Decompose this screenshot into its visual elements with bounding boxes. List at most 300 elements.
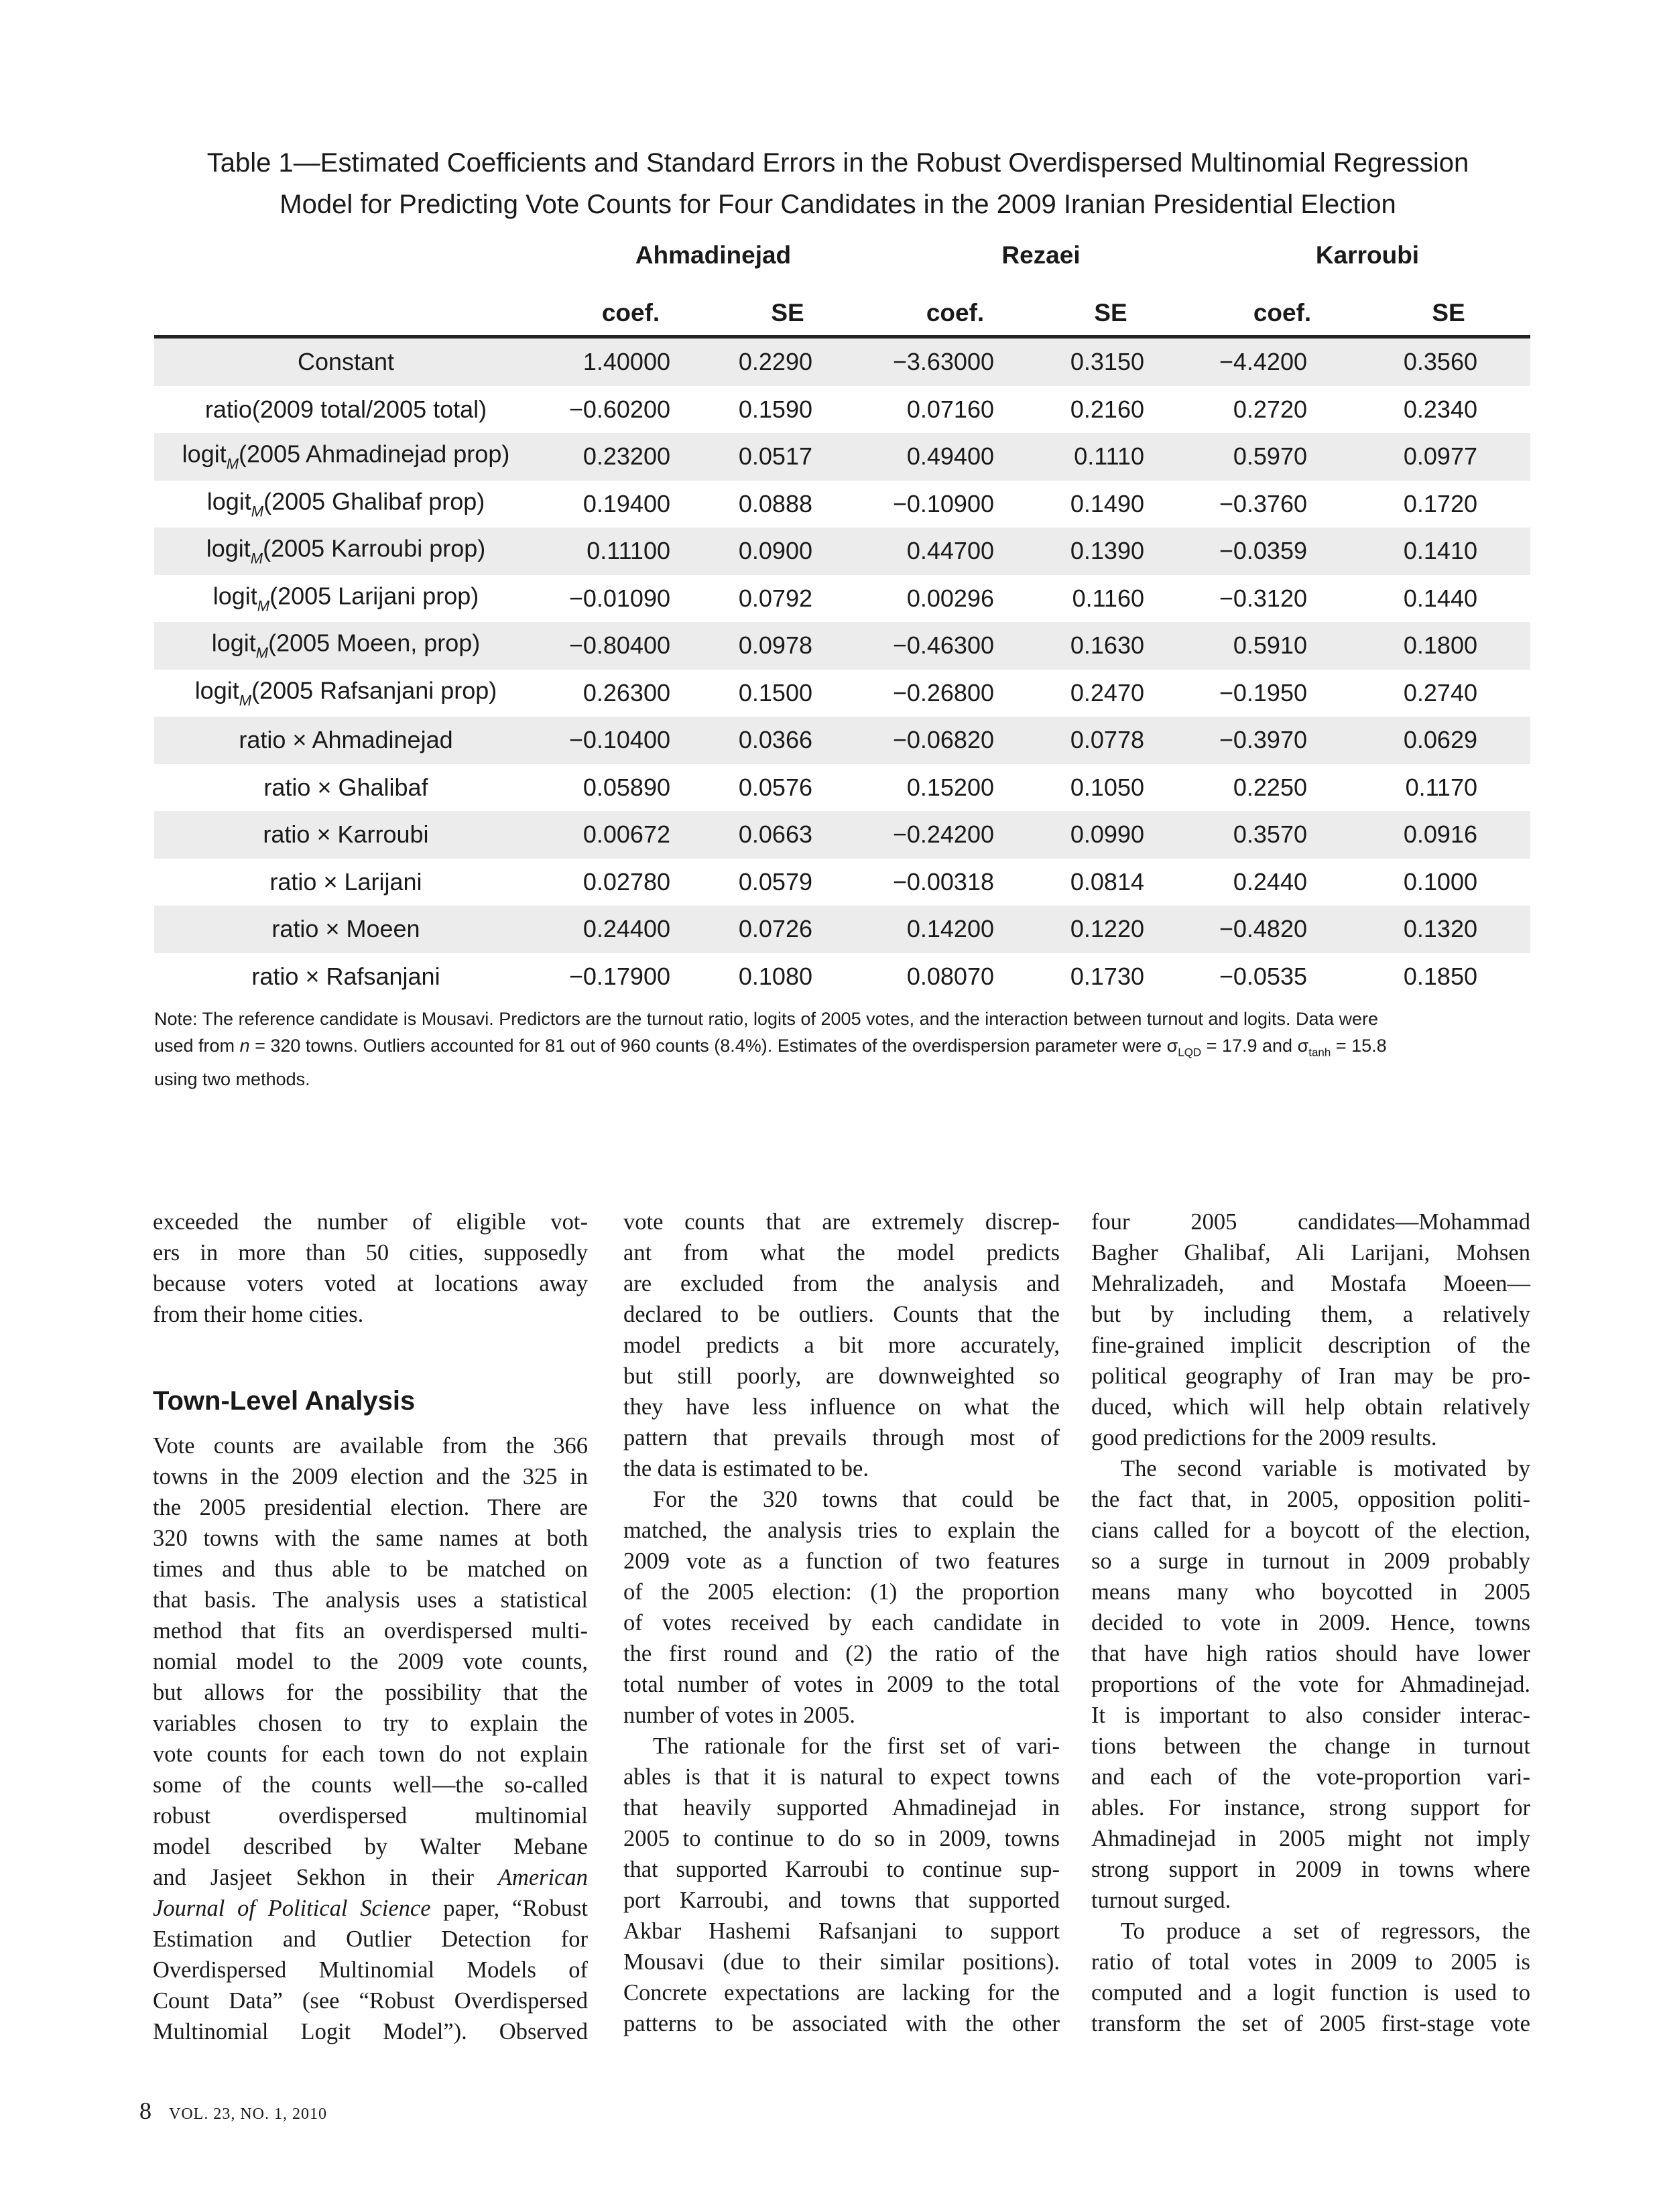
subscript: LQD [1178, 1046, 1202, 1059]
text-segment: The rationale for the first set of vari- [653, 1733, 1060, 1759]
text-line [623, 1422, 1060, 1453]
text-line [153, 1492, 588, 1523]
text-segment: matched, the analysis tries to explain the [623, 1518, 1060, 1543]
text-segment: patterns to be associated with the other [623, 2011, 1060, 2036]
text-line [623, 1885, 1060, 1916]
text-segment: Journal of Political Science [153, 1896, 431, 1921]
text-line [623, 1268, 1060, 1299]
text-segment: = 15.8 [1331, 1036, 1387, 1056]
text-line [623, 1207, 1060, 1237]
text-segment: decided to vote in 2009. Hence, towns [1091, 1610, 1530, 1636]
text-line [153, 1615, 588, 1646]
text-segment: Constant [297, 348, 395, 376]
coef-cell: −0.0535 [1219, 962, 1307, 990]
text-line [1091, 1268, 1530, 1299]
text-line [623, 1792, 1060, 1823]
text-segment: (2005 Moeen, prop) [268, 629, 481, 657]
coef-cell: −0.24200 [892, 820, 994, 849]
coef-cell: −0.80400 [568, 631, 670, 660]
text-segment: port Karroubi, and towns that supported [623, 1888, 1060, 1913]
text-segment: turnout surged. [1091, 1888, 1231, 1913]
text-line [1091, 1607, 1530, 1638]
se-cell: 0.1800 [1403, 631, 1477, 660]
text-segment: duced, which will help obtain relatively [1091, 1394, 1530, 1420]
text-segment: (2005 Ghalibaf prop) [263, 487, 485, 515]
section-heading: Town-Level Analysis [153, 1386, 416, 1416]
note-line [154, 1032, 1535, 1066]
text-line [153, 1739, 588, 1770]
candidate-header-karroubi: Karroubi [1315, 241, 1420, 269]
text-segment: (2005 Ahmadinejad prop) [239, 440, 510, 468]
text-segment: = 17.9 and σ [1201, 1036, 1309, 1056]
candidate-header-rezaei: Rezaei [1001, 241, 1081, 269]
text-segment: transform the set of 2005 first-stage vote [1091, 2011, 1530, 2036]
se-cell: 0.1160 [1072, 584, 1144, 612]
se-cell: 0.1730 [1070, 962, 1144, 990]
coef-cell: −0.1950 [1219, 678, 1307, 706]
text-segment: Note: The reference candidate is Mousavi. Predictors are the turnout ratio, logits of 2005 votes, and the interaction between turnout and logits. Data were [154, 1009, 1379, 1029]
text-segment: ables is that it is natural to expect towns [623, 1764, 1060, 1790]
se-cell: 0.0629 [1403, 726, 1477, 754]
se-cell: 0.1390 [1070, 537, 1144, 565]
subscript: M [239, 692, 252, 709]
text-segment: and each of the vote-proportion vari- [1091, 1764, 1530, 1790]
text-segment: model predicts a bit more accurately, [623, 1333, 1060, 1358]
text-line [1091, 1762, 1530, 1792]
text-segment: towns in the 2009 election and the 325 in [153, 1464, 588, 1489]
text-segment: Overdispersed Multinomial Models of [153, 1957, 588, 1983]
subscript: tanh [1308, 1046, 1331, 1059]
table-row [154, 386, 1530, 434]
text-line [623, 1237, 1060, 1268]
row-label [154, 963, 538, 991]
row-label [154, 915, 538, 943]
subscript: M [255, 644, 269, 662]
note-line [154, 1066, 1535, 1093]
se-cell: 0.1440 [1403, 584, 1477, 612]
text-segment: vote counts for each town do not explain [153, 1741, 588, 1767]
text-segment: the 2005 presidential election. There are [153, 1495, 588, 1520]
coef-cell: 0.44700 [906, 537, 994, 565]
text-segment: American [497, 1865, 588, 1890]
text-segment: political geography of Iran may be pro- [1091, 1363, 1530, 1389]
row-label [154, 774, 538, 802]
text-line [153, 1299, 588, 1330]
se-cell: 0.1110 [1074, 442, 1144, 471]
se-cell: 0.2340 [1403, 395, 1477, 423]
coef-cell: 0.49400 [906, 442, 994, 471]
text-segment: good predictions for the 2009 results. [1091, 1425, 1437, 1451]
text-segment: they have less influence on what the [623, 1394, 1060, 1420]
text-line [1091, 2008, 1530, 2039]
text-segment: exceeded the number of eligible vot- [153, 1209, 588, 1235]
se-cell: 0.0778 [1070, 726, 1144, 754]
text-segment: are excluded from the analysis and [623, 1271, 1060, 1296]
text-segment: (2005 Rafsanjani prop) [251, 676, 497, 704]
coef-cell: 0.00672 [582, 820, 670, 849]
text-segment: times and thus able to be matched on [153, 1556, 588, 1582]
table-body [154, 339, 1530, 1000]
text-segment: ratio × Karroubi [263, 820, 429, 849]
text-line [623, 1607, 1060, 1638]
text-segment: because voters voted at locations away [153, 1271, 588, 1296]
text-segment: ratio × Rafsanjani [251, 962, 440, 990]
text-line [623, 1823, 1060, 1854]
text-segment: Mehralizadeh, and Mostafa Moeen— [1091, 1271, 1530, 1296]
row-label [154, 868, 538, 896]
text-segment: To produce a set of regressors, the [1121, 1918, 1530, 1944]
text-line [623, 1916, 1060, 1947]
text-segment: proportions of the vote for Ahmadinejad. [1091, 1672, 1530, 1697]
table-row [154, 670, 1530, 717]
coef-cell: 0.23200 [582, 442, 670, 471]
text-segment: ratio(2009 total/2005 total) [204, 395, 487, 423]
coef-cell: 0.15200 [906, 773, 994, 801]
coef-cell: −0.3120 [1219, 584, 1307, 612]
text-segment: It is important to also consider interac- [1091, 1703, 1530, 1728]
se-cell: 0.1490 [1070, 489, 1144, 517]
text-line [623, 1453, 1060, 1484]
text-segment: means many who boycotted in 2005 [1091, 1579, 1530, 1605]
text-line [1091, 1823, 1530, 1854]
text-line [153, 1585, 588, 1615]
text-line [153, 1893, 588, 1924]
text-segment: For the 320 towns that could be [653, 1487, 1060, 1512]
se-cell: 0.0916 [1403, 820, 1477, 849]
text-segment: total number of votes in 2009 to the total [623, 1672, 1060, 1697]
table-row [154, 953, 1530, 1001]
coef-cell: −0.0359 [1219, 537, 1307, 565]
subscript: M [257, 597, 270, 615]
column-header-se: SE [1094, 299, 1127, 326]
text-segment: (2005 Karroubi prop) [263, 534, 486, 562]
se-cell: 0.0726 [738, 915, 812, 943]
se-cell: 0.0977 [1403, 442, 1477, 471]
coef-cell: 0.3570 [1233, 820, 1307, 849]
text-line [1091, 1885, 1530, 1916]
text-segment: 2005 to continue to do so in 2009, towns [623, 1826, 1060, 1851]
text-segment: (2005 Larijani prop) [269, 582, 479, 610]
paragraph [1091, 1207, 1530, 2039]
coef-cell: −0.46300 [892, 631, 994, 660]
text-line [623, 1947, 1060, 1977]
text-line [1091, 1361, 1530, 1392]
page-number: 8 [139, 2097, 151, 2124]
text-line [153, 1523, 588, 1554]
text-line [153, 1831, 588, 1862]
se-cell: 0.0888 [738, 489, 812, 517]
table-title-line: Model for Predicting Vote Counts for Four Candidates in the 2009 Iranian Presidential Election [280, 190, 1396, 219]
table-row [154, 575, 1530, 623]
text-line [153, 1207, 588, 1237]
row-label [154, 820, 538, 849]
se-cell: 0.0990 [1070, 820, 1144, 849]
se-cell: 0.1850 [1403, 962, 1477, 990]
note-line [154, 1005, 1535, 1032]
se-cell: 0.3560 [1403, 348, 1477, 376]
text-segment: computed and a logit function is used to [1091, 1980, 1530, 2006]
text-segment: from their home cities. [153, 1302, 364, 1327]
text-line [1091, 1731, 1530, 1762]
coef-cell: −0.3970 [1219, 726, 1307, 754]
text-segment: number of votes in 2005. [623, 1703, 855, 1728]
journal-volume: VOL. 23, NO. 1, 2010 [169, 2105, 327, 2123]
text-segment: variables chosen to try to explain the [153, 1711, 588, 1736]
text-segment: model described by Walter Mebane [153, 1834, 588, 1859]
text-segment: ratio × Ghalibaf [263, 773, 428, 801]
row-label [154, 726, 538, 754]
subscript: M [251, 503, 264, 520]
coef-cell: −0.3760 [1219, 489, 1307, 517]
text-segment: that supported Karroubi to continue sup- [623, 1857, 1060, 1882]
text-line [1091, 1854, 1530, 1885]
text-segment: pattern that prevails through most of [623, 1425, 1060, 1451]
text-segment: logit [211, 629, 256, 657]
text-line [153, 1924, 588, 1955]
text-line [1091, 1330, 1530, 1361]
coef-cell: −0.06820 [892, 726, 994, 754]
text-line [1091, 1484, 1530, 1515]
coef-cell: 0.00296 [906, 584, 994, 612]
text-line [153, 1770, 588, 1800]
text-segment: logit [212, 582, 257, 610]
text-segment: the first round and (2) the ratio of the [623, 1641, 1060, 1666]
se-cell: 0.0663 [738, 820, 812, 849]
text-segment: that basis. The analysis uses a statistical [153, 1587, 588, 1613]
text-line [153, 1237, 588, 1268]
table-row [154, 339, 1530, 386]
coef-cell: 0.08070 [906, 962, 994, 990]
column-header-coef: coef. [601, 299, 660, 326]
coef-cell: 0.19400 [582, 489, 670, 517]
paragraph [153, 1430, 588, 2047]
text-segment: ratio × Moeen [271, 915, 420, 943]
text-segment: cians called for a boycott of the election, [1091, 1518, 1530, 1543]
se-cell: 0.2160 [1070, 395, 1144, 423]
text-segment: declared to be outliers. Counts that the [623, 1302, 1060, 1327]
text-line [623, 2008, 1060, 2039]
text-line [153, 1461, 588, 1492]
text-segment: logit [182, 440, 227, 468]
text-line [153, 1708, 588, 1739]
coef-cell: −0.10900 [892, 489, 994, 517]
text-segment: that heavily supported Ahmadinejad in [623, 1795, 1060, 1821]
table-row [154, 811, 1530, 859]
text-segment: using two methods. [154, 1069, 310, 1090]
coef-cell: 1.40000 [582, 348, 670, 376]
text-line [623, 1392, 1060, 1422]
se-cell: 0.0579 [738, 867, 812, 896]
subscript: M [250, 550, 263, 567]
text-line [623, 1299, 1060, 1330]
coef-cell: 0.2250 [1233, 773, 1307, 801]
text-segment: so a surge in turnout in 2009 probably [1091, 1548, 1530, 1574]
coef-cell: −0.01090 [568, 584, 670, 612]
table-row [154, 764, 1530, 812]
text-segment: 2009 vote as a function of two features [623, 1548, 1060, 1574]
text-segment: ratio × Ahmadinejad [239, 726, 453, 754]
row-label [154, 535, 538, 568]
se-cell: 0.0814 [1070, 867, 1144, 896]
se-cell: 0.3150 [1070, 348, 1144, 376]
se-cell: 0.2740 [1403, 678, 1477, 706]
se-cell: 0.1590 [738, 395, 812, 423]
text-segment: ratio × Larijani [269, 867, 422, 896]
text-segment: Count Data” (see “Robust Overdispersed [153, 1988, 588, 2014]
text-segment: some of the counts well—the so-called [153, 1772, 588, 1798]
se-cell: 0.0792 [738, 584, 812, 612]
text-segment: paper, “Robust [430, 1896, 588, 1921]
se-cell: 0.1170 [1405, 773, 1477, 801]
se-cell: 0.0900 [738, 537, 812, 565]
coef-cell: −0.26800 [892, 678, 994, 706]
text-segment: the data is estimated to be. [623, 1456, 869, 1481]
coef-cell: −4.4200 [1219, 348, 1307, 376]
se-cell: 0.1080 [738, 962, 812, 990]
text-line [623, 1330, 1060, 1361]
coef-cell: 0.5910 [1233, 631, 1307, 660]
text-line [623, 1638, 1060, 1669]
text-segment: Mousavi (due to their similar positions). [623, 1949, 1060, 1975]
text-segment: vote counts that are extremely discrep- [623, 1209, 1060, 1235]
text-segment: but allows for the possibility that the [153, 1680, 588, 1705]
coef-cell: 0.26300 [582, 678, 670, 706]
coef-cell: −3.63000 [892, 348, 994, 376]
text-segment: logit [206, 487, 251, 515]
text-segment: logit [206, 534, 251, 562]
text-segment: Multinomial Logit Model”). Observed [153, 2019, 588, 2044]
text-line [1091, 1453, 1530, 1484]
se-cell: 0.1500 [738, 678, 812, 706]
text-line [623, 1700, 1060, 1731]
table-row [154, 717, 1530, 764]
text-line [1091, 1299, 1530, 1330]
text-line [1091, 1977, 1530, 2008]
text-segment: but still poorly, are downweighted so [623, 1363, 1060, 1389]
table-row [154, 906, 1530, 953]
se-cell: 0.1000 [1403, 867, 1477, 896]
page-footer [139, 2097, 327, 2125]
text-line [1091, 1515, 1530, 1546]
coef-cell: 0.24400 [582, 915, 670, 943]
se-cell: 0.1050 [1070, 773, 1144, 801]
text-line [623, 1515, 1060, 1546]
text-segment: n [239, 1036, 250, 1056]
text-segment: ables. For instance, strong support for [1091, 1795, 1530, 1821]
paragraph [153, 1207, 588, 1330]
table-row [154, 433, 1530, 481]
table-note [154, 1005, 1535, 1093]
text-segment: ers in more than 50 cities, supposedly [153, 1240, 588, 1266]
row-label [154, 676, 538, 709]
column-header-se: SE [1432, 299, 1465, 326]
text-line [153, 1677, 588, 1708]
text-segment: method that fits an overdispersed multi- [153, 1618, 588, 1644]
row-label [154, 582, 538, 615]
text-segment: ratio of total votes in 2009 to 2005 is [1091, 1949, 1530, 1975]
text-segment: = 320 towns. Outliers accounted for 81 out of 960 counts (8.4%). Estimates of the overdispersion parameter were σ [249, 1036, 1178, 1056]
text-line [1091, 1916, 1530, 1947]
candidate-header-ahmadinejad: Ahmadinejad [635, 241, 792, 269]
text-line [1091, 1669, 1530, 1700]
text-line [1091, 1700, 1530, 1731]
table-title [134, 142, 1542, 225]
subscript: M [226, 455, 239, 473]
text-line [153, 1862, 588, 1893]
text-segment: the fact that, in 2005, opposition politi- [1091, 1487, 1530, 1512]
text-segment: used from [154, 1036, 240, 1056]
table-row [154, 528, 1530, 575]
coef-cell: 0.05890 [582, 773, 670, 801]
text-segment: Bagher Ghalibaf, Ali Larijani, Mohsen [1091, 1240, 1530, 1266]
table-row [154, 481, 1530, 528]
se-cell: 0.1720 [1403, 489, 1477, 517]
row-label [154, 348, 538, 376]
text-line [1091, 1237, 1530, 1268]
text-segment: Akbar Hashemi Rafsanjani to support [623, 1918, 1060, 1944]
se-cell: 0.1630 [1070, 631, 1144, 660]
text-line [623, 1854, 1060, 1885]
text-line [1091, 1638, 1530, 1669]
text-segment: robust overdispersed multinomial [153, 1803, 588, 1829]
coef-cell: −0.10400 [568, 726, 670, 754]
text-line [1091, 1207, 1530, 1237]
text-segment: strong support in 2009 in towns where [1091, 1857, 1530, 1882]
se-cell: 0.2290 [738, 348, 812, 376]
coef-cell: 0.07160 [906, 395, 994, 423]
se-cell: 0.2470 [1070, 678, 1144, 706]
text-line [1091, 1792, 1530, 1823]
text-line [153, 1554, 588, 1585]
text-line [623, 1361, 1060, 1392]
text-line [153, 1268, 588, 1299]
text-segment: and Jasjeet Sekhon in their [153, 1865, 498, 1890]
text-line [623, 1762, 1060, 1792]
row-label [154, 440, 538, 473]
se-cell: 0.0517 [738, 442, 812, 471]
paragraph [623, 1207, 1060, 2039]
text-segment: tions between the change in turnout [1091, 1733, 1530, 1759]
column-header-coef: coef. [1253, 299, 1312, 326]
text-segment: 320 towns with the same names at both [153, 1526, 588, 1551]
coef-cell: 0.2440 [1233, 867, 1307, 896]
text-segment: Ahmadinejad in 2005 might not imply [1091, 1826, 1530, 1851]
text-segment: Concrete expectations are lacking for the [623, 1980, 1060, 2006]
text-segment: Vote counts are available from the 366 [153, 1433, 588, 1459]
coef-cell: 0.5970 [1233, 442, 1307, 471]
text-segment: nomial model to the 2009 vote counts, [153, 1649, 588, 1674]
coef-cell: 0.11100 [587, 537, 670, 565]
text-segment: Estimation and Outlier Detection for [153, 1926, 588, 1952]
column-header-coef: coef. [926, 299, 985, 326]
coef-cell: −0.60200 [568, 395, 670, 423]
text-line [1091, 1546, 1530, 1577]
text-line [1091, 1392, 1530, 1422]
coef-cell: 0.2720 [1233, 395, 1307, 423]
coef-cell: −0.17900 [568, 962, 670, 990]
text-segment: four 2005 candidates—Mohammad [1091, 1209, 1530, 1235]
se-cell: 0.1320 [1403, 915, 1477, 943]
text-line [153, 1646, 588, 1677]
text-segment: that have high ratios should have lower [1091, 1641, 1530, 1666]
text-line [153, 1800, 588, 1831]
text-line [153, 1985, 588, 2016]
text-line [1091, 1577, 1530, 1607]
coef-cell: −0.00318 [892, 867, 994, 896]
text-line [623, 1484, 1060, 1515]
text-line [153, 1430, 588, 1461]
column-header-se: SE [771, 299, 804, 326]
